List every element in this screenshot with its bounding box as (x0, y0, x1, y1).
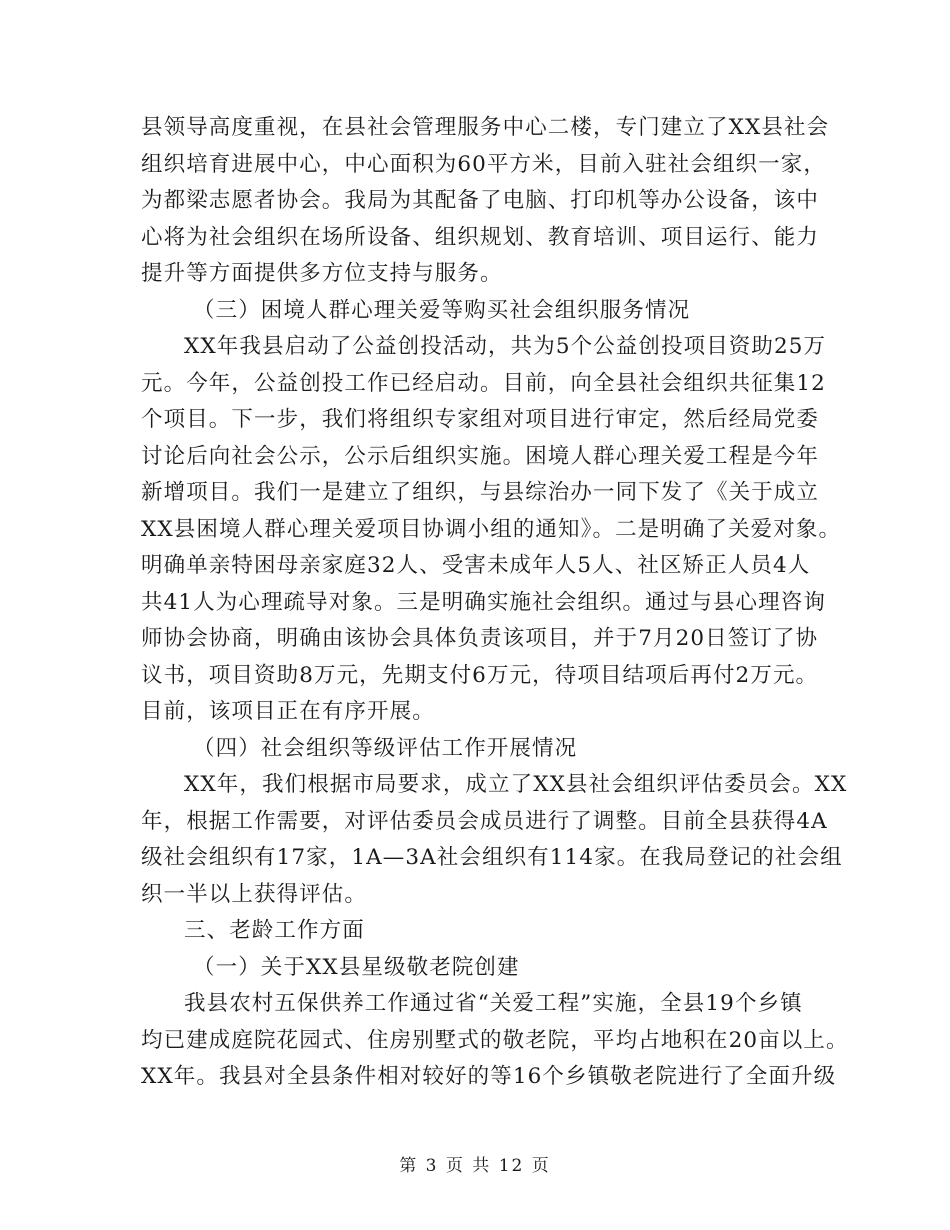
text-line: 师协会协商，明确由该协会具体负责该项目，并于7月20日签订了协 (141, 626, 819, 651)
text-line: （三）困境人群心理关爱等购买社会组织服务情况 (193, 297, 691, 323)
text-line: 共41人为心理疏导对象。三是明确实施社会组织。通过与县心理咨询 (141, 589, 826, 615)
text-line: XX年，我们根据市局要求，成立了XX县社会组织评估委员会。XX (184, 772, 848, 797)
text-line: 级社会组织有17家，1A—3A社会组织有114家。在我局登记的社会组 (141, 845, 843, 870)
text-line: 议书，项目资助8万元，先期支付6万元，待项目结项后再付2万元。 (141, 662, 819, 688)
text-line: XX县困境人群心理关爱项目协调小组的通知》。二是明确了关爱对象。 (141, 516, 842, 542)
text-line: 为都梁志愿者协会。我局为其配备了电脑、打印机等办公设备，该中 (141, 188, 820, 213)
text-line: 组织培育进展中心，中心面积为60平方米，目前入驻社会组织一家， (141, 151, 826, 177)
text-line: （四）社会组织等级评估工作开展情况 (193, 735, 578, 761)
text-line: 讨论后向社会公示，公示后组织实施。困境人群心理关爱工程是今年 (141, 443, 820, 469)
text-line: 个项目。下一步，我们将组织专家组对项目进行审定，然后经局党委 (141, 407, 820, 432)
text-line: XX年。我县对全县条件相对较好的等16个乡镇敬老院进行了全面升级 (141, 1064, 837, 1089)
text-line: 年，根据工作需要，对评估委员会成员进行了调整。目前全县获得4A (141, 808, 828, 834)
text-line: 织一半以上获得评估。 (141, 881, 368, 907)
text-line: 元。今年，公益创投工作已经启动。目前，向全县社会组织共征集12 (141, 370, 826, 396)
text-line: 均已建成庭院花园式、住房别墅式的敬老院，平均占地积在20亩以上。 (141, 1027, 849, 1053)
text-line: 心将为社会组织在场所设备、组织规划、教育培训、项目运行、能力 (141, 224, 820, 250)
text-line: 新增项目。我们一是建立了组织，与县综治办一同下发了《关于成立 (141, 480, 820, 505)
text-line: 提升等方面提供多方位支持与服务。 (141, 261, 503, 286)
text-line: 明确单亲特困母亲家庭32人、受害未成年人5人、社区矫正人员4人 (141, 553, 811, 578)
text-line: （一）关于XX县星级敬老院创建 (193, 954, 520, 980)
page-footer: 第 3 页 共 12 页 (399, 1156, 551, 1176)
text-line: 县领导高度重视，在县社会管理服务中心二楼，专门建立了XX县社会 (141, 115, 830, 140)
text-line: XX年我县启动了公益创投活动，共为5个公益创投项目资助25万 (184, 334, 827, 359)
text-line: 我县农村五保供养工作通过省“关爱工程”实施，全县19个乡镇 (184, 991, 803, 1016)
document-body (141, 110, 849, 1096)
text-line: 目前，该项目正在有序开展。 (141, 699, 435, 724)
text-line: 三、老龄工作方面 (184, 918, 365, 943)
